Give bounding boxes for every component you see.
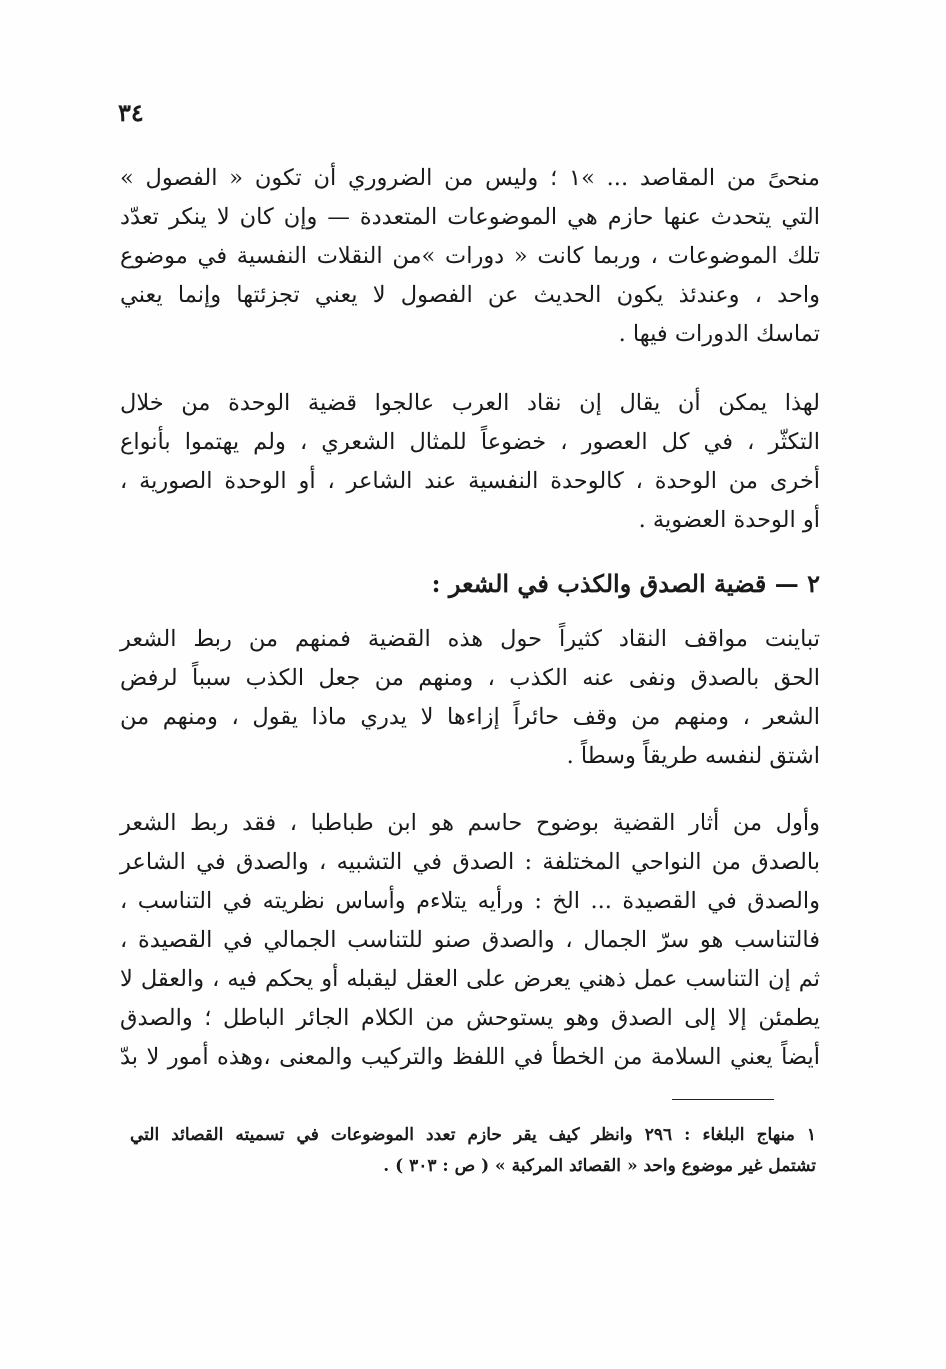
- paragraph-line: أخرى من الوحدة ، كالوحدة النفسية عند الشاعر ، أو الوحدة الصورية ،: [120, 468, 820, 494]
- paragraph-line: لهذا يمكن أن يقال إن نقاد العرب عالجوا قضية الوحدة من خلال: [120, 390, 820, 416]
- paragraph-line: تباينت مواقف النقاد كثيراً حول هذه القضية فمنهم من ربط الشعر: [120, 626, 820, 652]
- paragraph-line: بالصدق من النواحي المختلفة : الصدق في التشبيه ، والصدق في الشاعر: [120, 849, 820, 875]
- page-number: ٣٤: [118, 98, 144, 127]
- paragraph-line: وأول من أثار القضية بوضوح حاسم هو ابن طباطبا ، فقد ربط الشعر: [120, 810, 820, 836]
- paragraph-line: أو الوحدة العضوية .: [638, 507, 820, 533]
- paragraph-line: تماسك الدورات فيها .: [618, 321, 820, 347]
- paragraph-line: والصدق في القصيدة ... الخ : ورأيه يتلاءم وأساس نظريته في التناسب ،: [120, 888, 820, 914]
- footnote: [130, 1120, 816, 1182]
- paragraph-line: اشتق لنفسه طريقاً وسطاً .: [566, 743, 820, 769]
- section-heading: ٢ — قضية الصدق والكذب في الشعر :: [431, 569, 820, 598]
- paragraph-1: [120, 159, 820, 354]
- footnote-line: ١ منهاج البلغاء : ٢٩٦ وانظر كيف يقر حازم تعدد الموضوعات في تسميته القصائد التي: [130, 1125, 816, 1145]
- paragraph-3: [120, 620, 820, 776]
- paragraph-line: أيضاً يعني السلامة من الخطأ في اللفظ والتركيب والمعنى ،وهذه أمور لا بدّ: [120, 1044, 820, 1070]
- paragraph-line: التكثّر ، في كل العصور ، خضوعاً للمثال الشعري ، ولم يهتموا بأنواع: [120, 429, 820, 455]
- paragraph-line: واحد ، وعندئذ يكون الحديث عن الفصول لا يعني تجزئتها وإنما يعني: [120, 282, 820, 308]
- paragraph-line: ثم إن التناسب عمل ذهني يعرض على العقل ليقبله أو يحكم فيه ، والعقل لا: [120, 966, 820, 992]
- paragraph-4: [120, 804, 820, 1077]
- paragraph-line: التي يتحدث عنها حازم هي الموضوعات المتعددة — وإن كان لا ينكر تعدّد: [120, 204, 820, 230]
- paragraph-line: الحق بالصدق ونفى عنه الكذب ، ومنهم من جعل الكذب سبباً لرفض: [120, 665, 820, 691]
- paragraph-line: يطمئن إلا إلى الصدق وهو يستوحش من الكلام الجائر الباطل ؛ والصدق: [120, 1005, 820, 1031]
- paragraph-line: فالتناسب هو سرّ الجمال ، والصدق صنو للتناسب الجمالي في القصيدة ،: [120, 927, 820, 953]
- footnote-line: تشتمل غير موضوع واحد « القصائد المركبة » ( ص : ٣٠٣ ) .: [383, 1156, 816, 1176]
- paragraph-line: منحىً من المقاصد ... »١ ؛ وليس من الضروري أن تكون « الفصول »: [120, 165, 820, 191]
- paragraph-2: [120, 384, 820, 540]
- footnote-divider: [672, 1099, 774, 1100]
- paragraph-line: الشعر ، ومنهم من وقف حائراً إزاءها لا يدري ماذا يقول ، ومنهم من: [120, 704, 820, 730]
- paragraph-line: تلك الموضوعات ، وربما كانت « دورات »من النقلات النفسية في موضوع: [120, 243, 820, 269]
